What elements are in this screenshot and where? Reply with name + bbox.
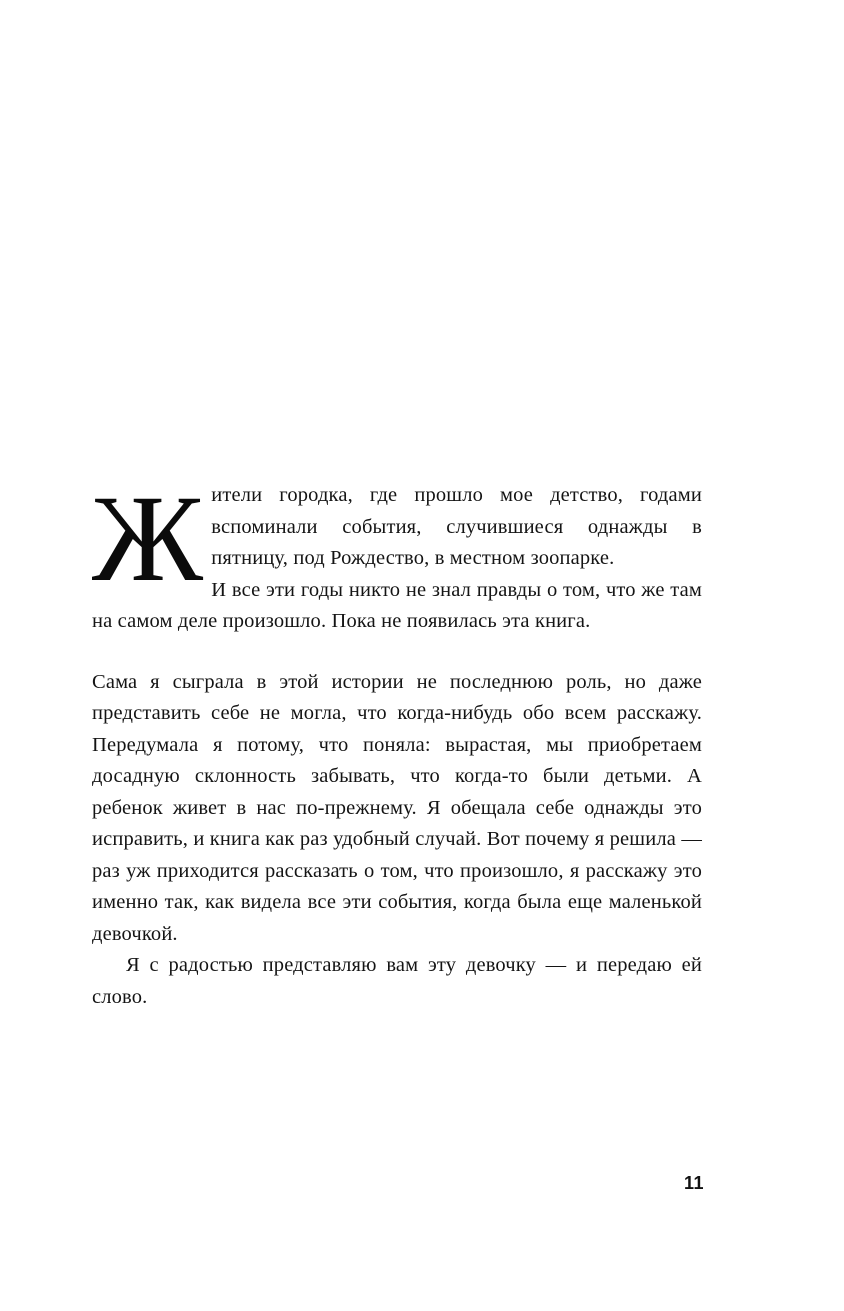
paragraph-three-text: Я с радостью представляю вам эту девочку — и передаю ей слово.	[92, 954, 702, 1008]
paragraph-two	[92, 667, 702, 951]
paragraph-opening-continuation-text: И все эти годы никто не знал правды о том, что же там на самом деле произошло. Пока не появилась эта книга.	[92, 578, 702, 632]
body-text-block	[92, 470, 702, 1013]
paragraph-opening-text: ители городка, где прошло мое детство, годами вспоминали события, случившиеся однажды в пятницу, под Рождество, в местном зоопарке.	[211, 484, 702, 569]
drop-cap-letter: Ж	[92, 470, 204, 607]
paragraph-three	[92, 950, 702, 1013]
paragraph-two-text: Сама я сыграла в этой истории не последнюю роль, но даже представить себе не могла, что когда-нибудь обо всем расскажу. Передумала я потому, что поняла: вырастая, мы приобретаем досадную склонность забывать, что когда-то были детьми. А ребенок живет в нас по-прежнему. Я обещала себе однажды это исправить, и книга как раз удобный случай. Вот почему я решила — раз уж приходится рассказать о том, что произошло, я расскажу это именно так, как видела все эти события, когда была еще маленькой девочкой.	[92, 670, 702, 945]
page-number: 11	[683, 1173, 704, 1193]
